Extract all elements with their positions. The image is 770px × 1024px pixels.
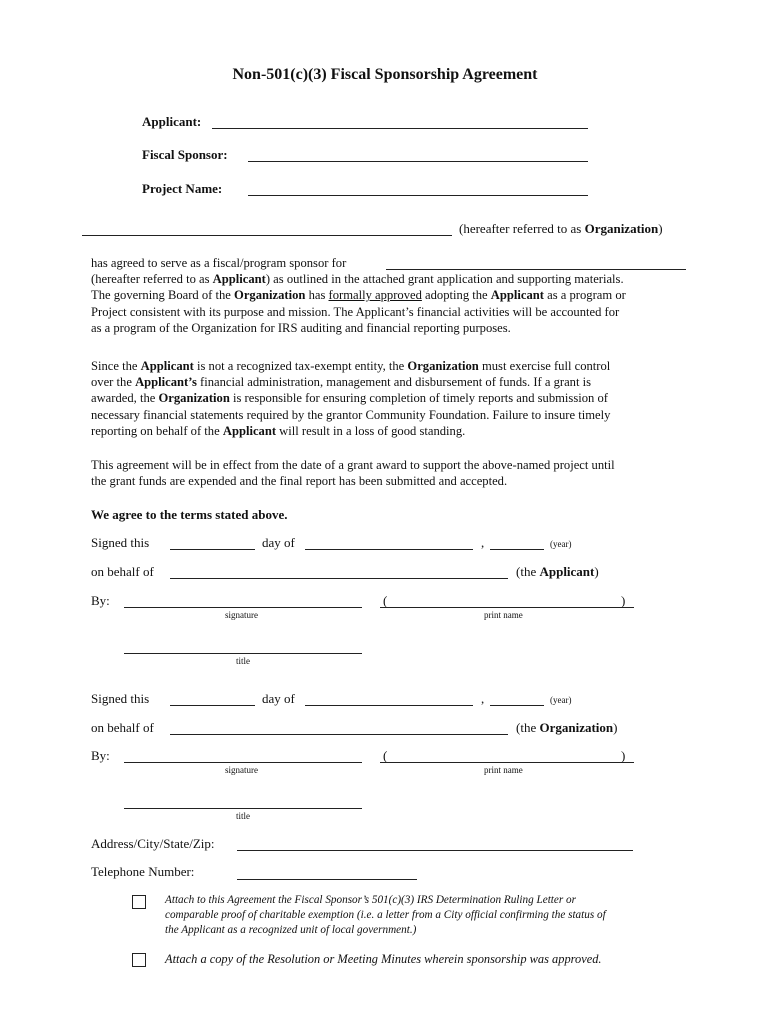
p1-text: (hereafter referred to as [91, 272, 213, 287]
attachment-1-line1: Attach to this Agreement the Fiscal Sponsor’s 501(c)(3) IRS Determination Ruling Letter or [165, 894, 576, 906]
address-field[interactable] [237, 850, 633, 851]
p2-text: will result in a loss of good standing. [276, 423, 466, 438]
title-field[interactable] [124, 653, 362, 654]
p2-text: is not a recognized tax-exempt entity, the [193, 359, 408, 373]
paren-close: ) [621, 748, 626, 763]
attachment-1-text [165, 893, 685, 938]
applicant-name-field[interactable] [386, 269, 686, 270]
p1-text: ) as outlined in the attached grant application and supporting materials. [265, 272, 624, 287]
paragraph-sponsorship [91, 255, 691, 336]
party-suffix: ) [594, 564, 599, 579]
p2-bold: Applicant [140, 359, 194, 373]
p2-bold: Organization [158, 391, 230, 406]
p1-text: The governing Board of the [91, 288, 235, 303]
party-applicant [516, 564, 599, 580]
agreement-statement: We agree to the terms stated above. [91, 507, 288, 522]
attachment-1-line2: comparable proof of charitable exemption (i.e. a letter from a City official confirming the status of [165, 909, 606, 921]
org-ref-bold: Organization [584, 221, 659, 236]
day-of-label: day of [262, 535, 295, 550]
p1-text: as a program or [543, 288, 626, 303]
p2-text: necessary financial statements required by the grantor Community Foundation. Failure to insure timely [91, 407, 611, 422]
p2-text: Since the [91, 359, 141, 373]
paragraph-control [91, 358, 691, 439]
p2-bold: Applicant’s [135, 375, 197, 390]
signed-this-label: Signed this [91, 535, 150, 550]
p2-bold: Applicant [222, 423, 277, 438]
page-title: Non-501(c)(3) Fiscal Sponsorship Agreement [232, 66, 538, 83]
p1-line5: as a program of the Organization for IRS auditing and financial reporting purposes. [91, 320, 511, 335]
signature-caption: signature [225, 610, 258, 620]
year-field[interactable] [490, 705, 544, 706]
title-caption: title [236, 656, 250, 666]
fiscal-sponsor-label: Fiscal Sponsor: [142, 147, 228, 162]
comma: , [481, 691, 485, 706]
month-field[interactable] [305, 549, 473, 550]
paren-open: ( [383, 748, 388, 763]
signature-caption: signature [225, 765, 258, 775]
p1-underlined: formally approved [328, 288, 422, 303]
signed-this-label: Signed this [91, 691, 150, 706]
p3-line1: This agreement will be in effect from the date of a grant award to support the above-named project until [91, 458, 615, 472]
p1-bold: Applicant [212, 272, 266, 287]
project-name-field[interactable] [248, 195, 588, 196]
p1-bold: Organization [234, 288, 306, 303]
signature-field[interactable] [124, 607, 362, 608]
p2-text: over the [91, 375, 136, 390]
p2-text: financial administration, management and disbursement of funds. If a grant is [196, 375, 592, 390]
paren-close: ) [621, 593, 626, 608]
day-field[interactable] [170, 705, 255, 706]
p2-text: is responsible for ensuring completion of timely reports and submission of [229, 391, 608, 406]
telephone-label: Telephone Number: [91, 864, 195, 879]
address-label: Address/City/State/Zip: [91, 836, 215, 851]
project-name-label: Project Name: [142, 181, 223, 196]
print-name-caption: print name [484, 610, 523, 620]
p1-line1: has agreed to serve as a fiscal/program sponsor for [91, 256, 347, 270]
title-caption: title [236, 811, 250, 821]
attachment-2-text: Attach a copy of the Resolution or Meeting Minutes wherein sponsorship was approved. [165, 952, 602, 966]
p2-text: awarded, the [91, 391, 159, 406]
p2-text: must exercise full control [478, 359, 611, 373]
telephone-field[interactable] [237, 879, 417, 880]
organization-field[interactable] [82, 235, 452, 236]
year-caption: (year) [550, 539, 572, 549]
party-prefix: (the [516, 564, 540, 579]
org-ref-prefix: (hereafter referred to as [459, 221, 585, 236]
year-field[interactable] [490, 549, 544, 550]
p3-line2: the grant funds are expended and the final report has been submitted and accepted. [91, 474, 508, 489]
paren-open: ( [383, 593, 388, 608]
print-name-field[interactable] [380, 762, 634, 763]
attachment-1-checkbox[interactable] [132, 895, 146, 909]
on-behalf-of-label: on behalf of [91, 564, 154, 579]
p2-bold: Organization [407, 359, 479, 373]
fiscal-sponsor-field[interactable] [248, 161, 588, 162]
organization-behalf-field[interactable] [170, 734, 508, 735]
p1-text: has [305, 288, 329, 303]
applicant-field[interactable] [212, 128, 588, 129]
p1-bold: Applicant [490, 288, 544, 303]
p2-text: reporting on behalf of the [91, 423, 223, 438]
party-suffix: ) [613, 720, 618, 735]
comma: , [481, 535, 485, 550]
by-label: By: [91, 593, 110, 608]
p1-line4: Project consistent with its purpose and mission. The Applicant’s financial activities will be accounted for [91, 304, 620, 319]
print-name-caption: print name [484, 765, 523, 775]
party-organization [516, 720, 617, 736]
year-caption: (year) [550, 695, 572, 705]
attachment-2-checkbox[interactable] [132, 953, 146, 967]
signature-field[interactable] [124, 762, 362, 763]
applicant-label: Applicant: [142, 114, 202, 129]
organization-reference [459, 221, 663, 237]
print-name-field[interactable] [380, 607, 634, 608]
attachment-1-line3: the Applicant as a recognized unit of local government.) [165, 924, 417, 936]
month-field[interactable] [305, 705, 473, 706]
day-field[interactable] [170, 549, 255, 550]
paragraph-effective [91, 457, 691, 489]
party-bold: Organization [539, 720, 614, 735]
p1-text: adopting the [421, 288, 491, 303]
applicant-behalf-field[interactable] [170, 578, 508, 579]
on-behalf-of-label: on behalf of [91, 720, 154, 735]
title-field[interactable] [124, 808, 362, 809]
party-prefix: (the [516, 720, 540, 735]
party-bold: Applicant [539, 564, 595, 579]
org-ref-suffix: ) [658, 221, 663, 236]
day-of-label: day of [262, 691, 295, 706]
by-label: By: [91, 748, 110, 763]
